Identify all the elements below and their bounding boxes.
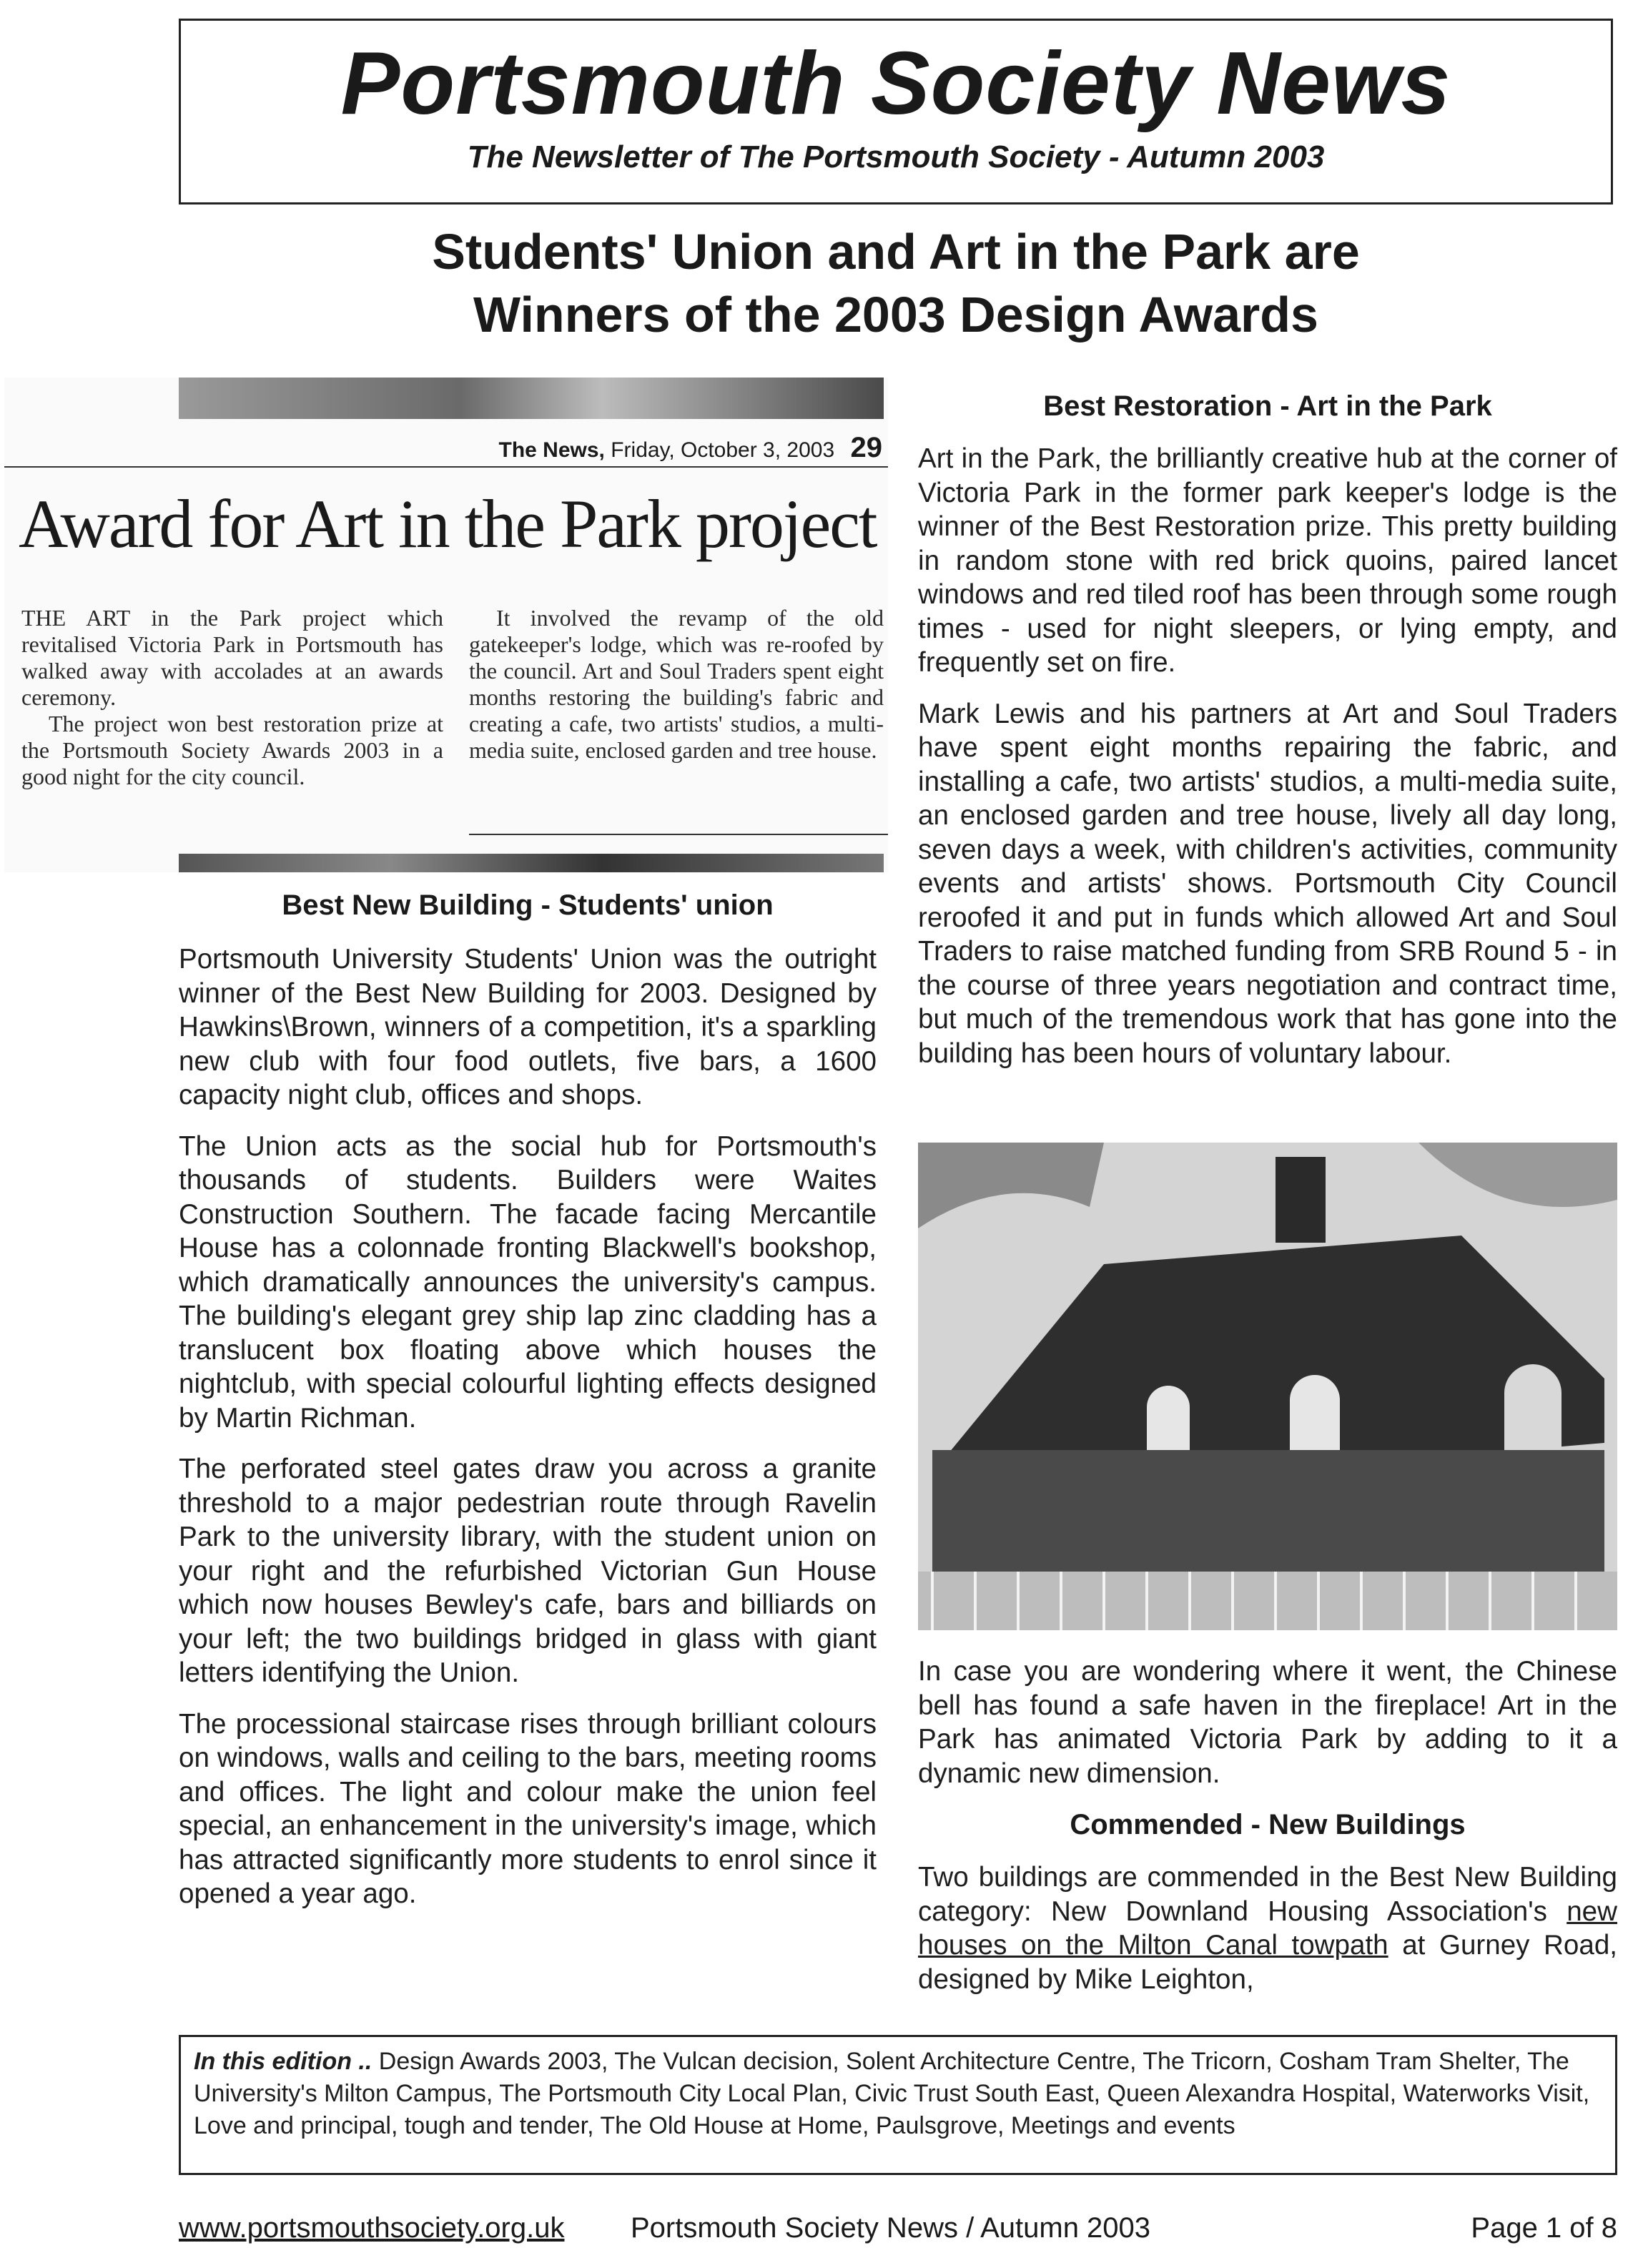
- clipping-page-number: 29: [850, 432, 882, 463]
- clipping-photo-strip-top: [179, 378, 884, 419]
- art-in-park-heading: Best Restoration - Art in the Park: [1043, 390, 1492, 422]
- art-in-park-para-2: Mark Lewis and his partners at Art and Soul Traders have spent eight months repairing the fabric, and installing a cafe, two artists' studios, a multi-media suite, an enclosed garden and tree house, lively all day long, seven days a week, with children's activities, community events and artists' shows. Portsmouth City Council reroofed it and put in funds which allowed Art and Soul Traders to raise matched funding from SRB Round 5 - in the course of three years negotiation and contract time, but much of the tremendous work that has gone into the building has been hours of voluntary labour.: [918, 698, 1617, 1069]
- clipping-column-1: [21, 605, 443, 790]
- newsletter-title: Portsmouth Society News: [340, 34, 1451, 133]
- students-union-heading: Best New Building - Students' union: [282, 889, 774, 921]
- clipping-rule-bottom: [469, 834, 888, 835]
- art-in-park-continued: [918, 1655, 1617, 1808]
- commended-text-start: Two buildings are commended in the Best New Building category: New Downland Housing Association's: [918, 1862, 1617, 1927]
- commended-text-end: at Gurney Road, designed by Mike Leighton,: [918, 1930, 1617, 1995]
- page-number: Page 1 of 8: [1471, 2212, 1617, 2244]
- newsletter-subtitle: The Newsletter of The Portsmouth Society - Autumn 2003: [467, 139, 1325, 174]
- art-in-park-article: [918, 442, 1617, 1088]
- edition-contents: Design Awards 2003, The Vulcan decision, Solent Architecture Centre, The Tricorn, Cosham Tram Shelter, The University's Milton Campus, The Portsmouth City Local Plan, Civic Trust South East, Queen Alexandra Hospital, Waterworks Visit, Love and principal, tough and tender, The Old House at Home, Paulsgrove, Meetings and events: [194, 2048, 1590, 2139]
- edition-label: In this edition ..: [194, 2048, 373, 2075]
- students-union-para-2: The Union acts as the social hub for Portsmouth's thousands of students. Builders were Waites Construction Southern. The facade facing Mercantile House has a colonnade fronting Blackwell's bookshop, which dramatically announces the university's campus. The building's elegant grey ship lap zinc cladding has a translucent box floating above which houses the nightclub, with special colourful lighting effects designed by Martin Richman.: [179, 1130, 877, 1434]
- page-headline: [179, 220, 1613, 346]
- in-this-edition-box: [179, 2035, 1617, 2175]
- clipping-col2-para-1: It involved the revamp of the old gatekeeper's lodge, which was re-roofed by the council. Art and Soul Traders spent eight months restoring the building's fabric and creating a cafe, two artists' studios, a multi-media suite, enclosed garden and tree house.: [469, 605, 884, 763]
- commended-heading: Commended - New Buildings: [1070, 1809, 1466, 1840]
- headline-line-2: Winners of the 2003 Design Awards: [473, 287, 1318, 342]
- footer-issue: Portsmouth Society News / Autumn 2003: [631, 2212, 1151, 2244]
- art-in-park-para-1: Art in the Park, the brilliantly creative hub at the corner of Victoria Park in the former park keeper's lodge is the winner of the Best Restoration prize. This pretty building in random stone with red brick quoins, paired lancet windows and red tiled roof has been through some rough times - used for night sleepers, or lying empty, and frequently set on fire.: [918, 443, 1617, 678]
- website-link[interactable]: www.portsmouthsociety.org.uk: [179, 2212, 565, 2244]
- clipping-paper-name: The News,: [498, 438, 605, 462]
- masthead: [179, 19, 1613, 204]
- clipping-dateline: [499, 432, 883, 464]
- students-union-para-3: The perforated steel gates draw you across a granite threshold to a major pedestrian route through Ravelin Park to the university library, with the student union on your right and the refurbished Victorian Gun House which now houses Bewley's cafe, bars and billiards on your left; the two buildings bridged in glass with giant letters identifying the Union.: [179, 1454, 877, 1688]
- clipping-col1-para-1: THE ART in the Park project which revitalised Victoria Park in Portsmouth has walked away with accolades at an awards ceremony.: [21, 605, 443, 710]
- art-in-park-para-3: In case you are wondering where it went, the Chinese bell has found a safe haven in the fireplace! Art in the Park has animated Victoria Park by adding to it a dynamic new dimension.: [918, 1656, 1617, 1789]
- page-footer: [179, 2212, 1617, 2244]
- clipping-column-2: [469, 605, 884, 764]
- headline-line-1: Students' Union and Art in the Park are: [432, 224, 1360, 280]
- lodge-illustration: [918, 1143, 1617, 1630]
- clipping-date: Friday, October 3, 2003: [611, 438, 835, 462]
- commended-para-1: [918, 1860, 1617, 1996]
- students-union-para-1: Portsmouth University Students' Union was the outright winner of the Best New Building for 2003. Designed by Hawkins\Brown, winners of a competition, it's a sparkling new club with four food outlets, five bars, a 1600 capacity night club, offices and shops.: [179, 944, 877, 1110]
- clipping-rule: [4, 466, 888, 468]
- milton-canal-link[interactable]: new houses on the Milton Canal towpath: [918, 1895, 1617, 1961]
- park-lodge-photo: [918, 1143, 1617, 1630]
- clipping-col1-para-2: The project won best restoration prize at the Portsmouth Society Awards 2003 in a good night for the city council.: [21, 711, 443, 789]
- newspaper-clipping: [4, 378, 888, 872]
- commended-article: [918, 1860, 1617, 2013]
- students-union-article: [179, 942, 877, 1928]
- clipping-heading: Award for Art in the Park project: [19, 485, 877, 562]
- students-union-para-4: The processional staircase rises through brilliant colours on windows, walls and ceiling to the bars, meeting rooms and offices. The light and colour make the union feel special, an enhancement in the university's image, which has attracted significantly more students to enrol since it opened a year ago.: [179, 1708, 877, 1909]
- clipping-photo-strip-bottom: [179, 854, 884, 872]
